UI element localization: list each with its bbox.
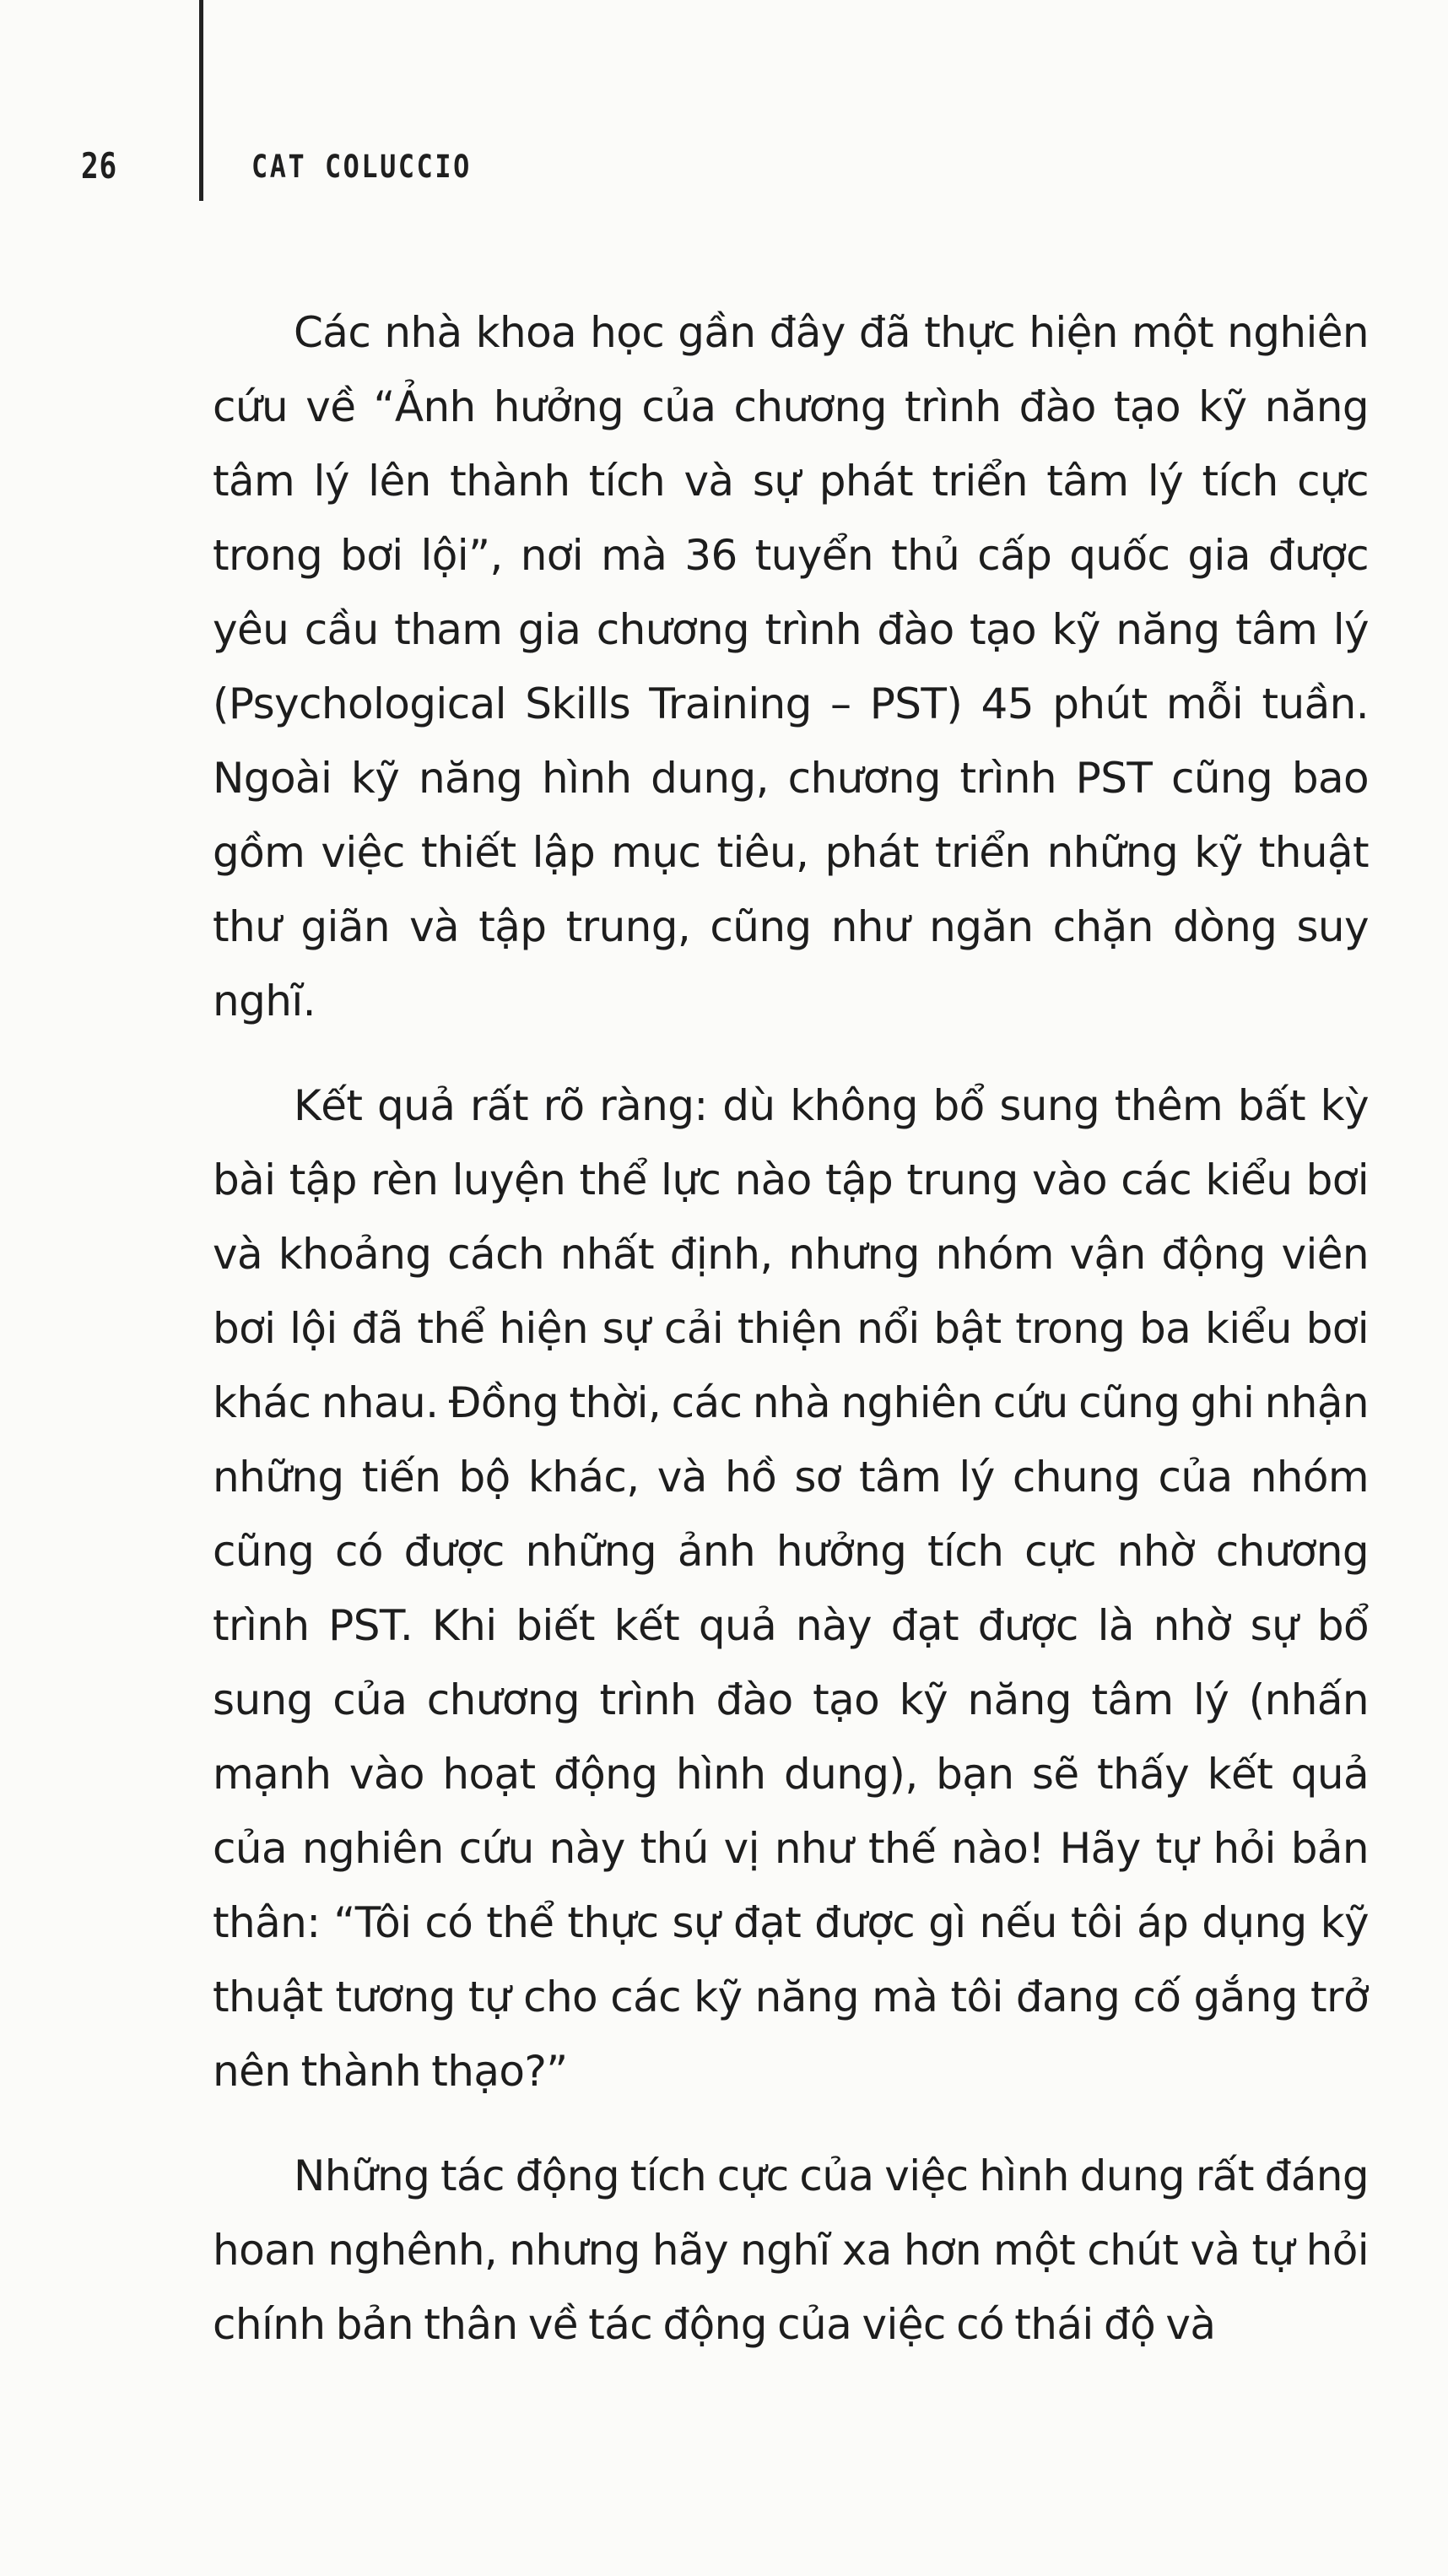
header-divider-line: [199, 0, 203, 201]
paragraph-2: Kết quả rất rõ ràng: dù không bổ sung thêm bất kỳ bài tập rèn luyện thể lực nào tập trung vào các kiểu bơi và khoảng cách nhất định, nhưng nhóm vận động viên bơi lội đã thể hiện sự cải thiện nổi bật trong ba kiểu bơi khác nhau. Đồng thời, các nhà nghiên cứu cũng ghi nhận những tiến bộ khác, và hồ sơ tâm lý chung của nhóm cũng có được những ảnh hưởng tích cực nhờ chương trình PST. Khi biết kết quả này đạt được là nhờ sự bổ sung của chương trình đào tạo kỹ năng tâm lý (nhấn mạnh vào hoạt động hình dung), bạn sẽ thấy kết quả của nghiên cứu này thú vị như thế nào! Hãy tự hỏi bản thân: “Tôi có thể thực sự đạt được gì nếu tôi áp dụng kỹ thuật tương tự cho các kỹ năng mà tôi đang cố gắng trở nên thành thạo?”: [213, 1081, 1369, 2096]
page-number: 26: [81, 145, 118, 187]
body-text: [213, 295, 1369, 2362]
running-head-author: CAT COLUCCIO: [251, 149, 472, 185]
paragraph-1: Các nhà khoa học gần đây đã thực hiện một nghiên cứu về “Ảnh hưởng của chương trình đào tạo kỹ năng tâm lý lên thành tích và sự phát triển tâm lý tích cực trong bơi lội”, nơi mà 36 tuyển thủ cấp quốc gia được yêu cầu tham gia chương trình đào tạo kỹ năng tâm lý (Psychological Skills Training – PST) 45 phút mỗi tuần. Ngoài kỹ năng hình dung, chương trình PST cũng bao gồm việc thiết lập mục tiêu, phát triển những kỹ thuật thư giãn và tập trung, cũng như ngăn chặn dòng suy nghĩ.: [213, 308, 1369, 1026]
paragraph-3: Những tác động tích cực của việc hình dung rất đáng hoan nghênh, nhưng hãy nghĩ xa hơn một chút và tự hỏi chính bản thân về tác động của việc có thái độ và: [213, 2151, 1369, 2349]
